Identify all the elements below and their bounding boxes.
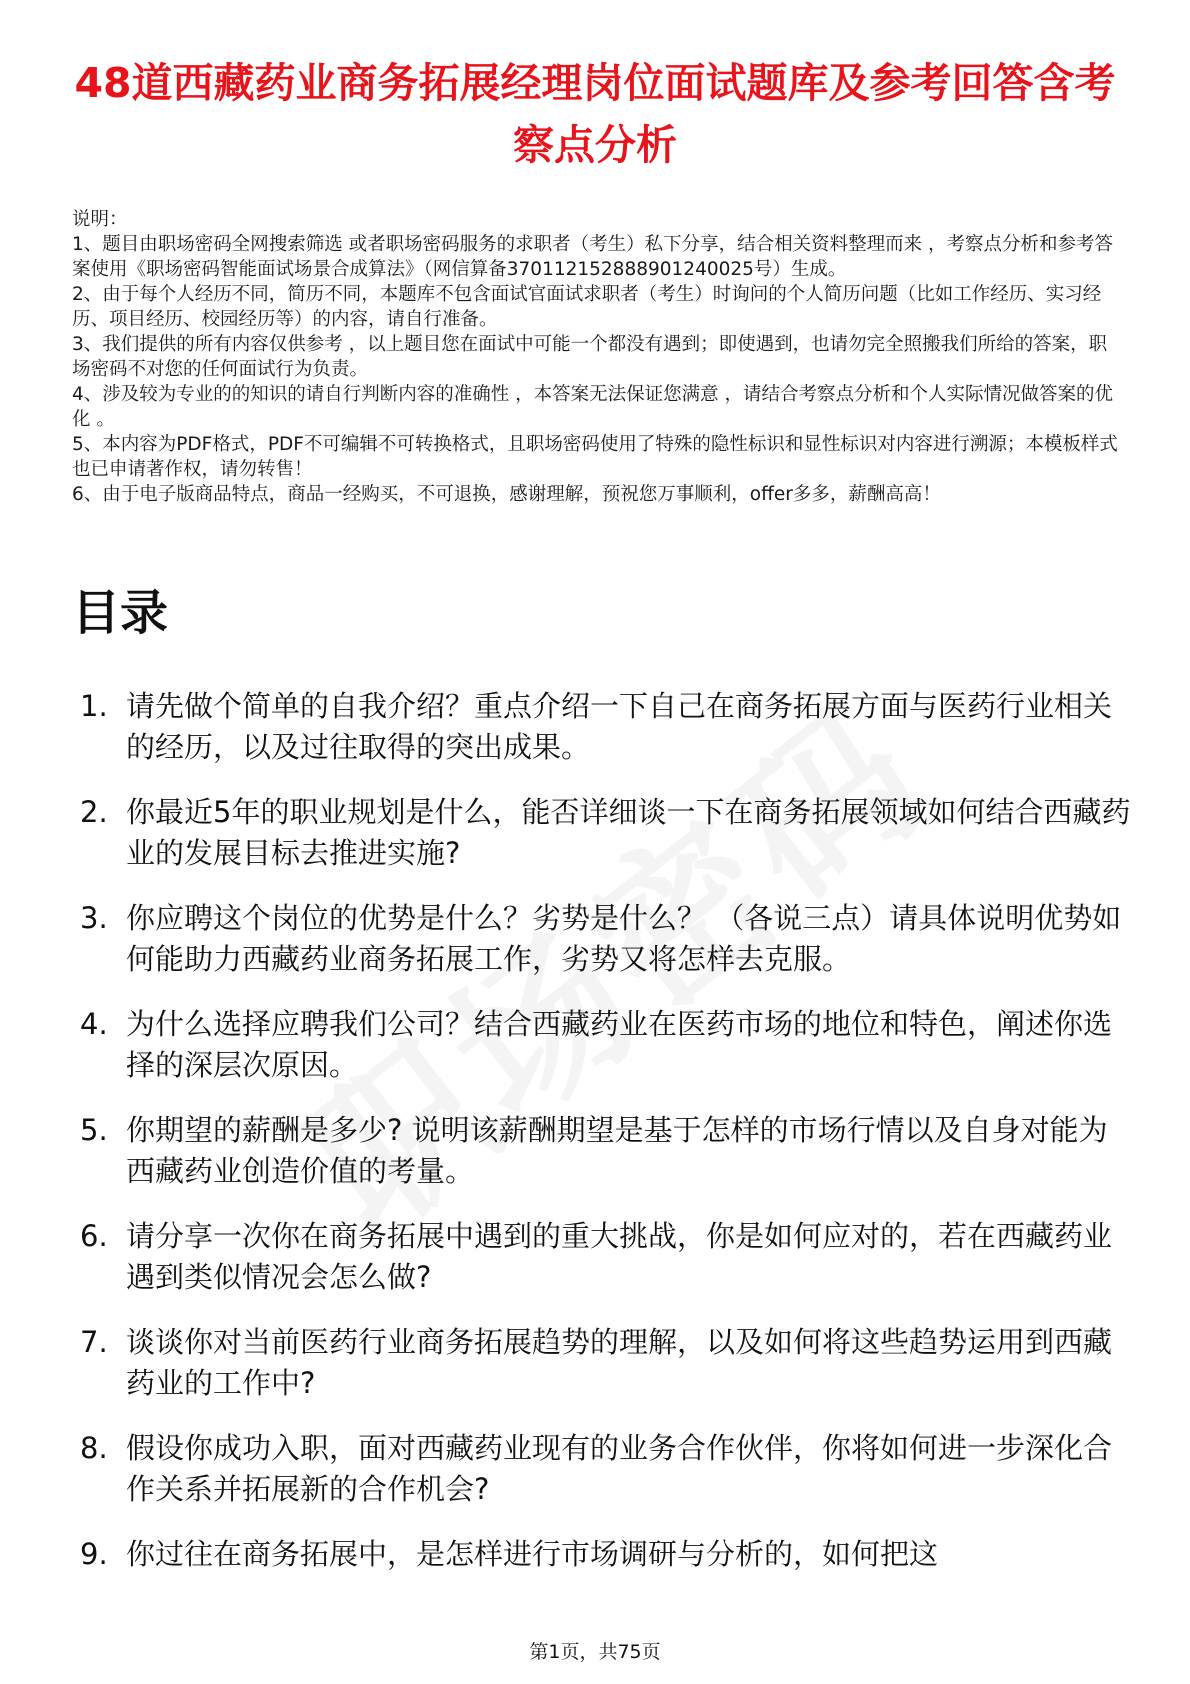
toc-item-number: 1. [80,689,108,723]
toc-heading: 目录 [72,585,169,641]
toc-item[interactable] [72,1534,1132,1575]
toc-item[interactable] [72,898,1132,980]
toc-item[interactable] [72,1216,1132,1298]
toc-item[interactable] [72,792,1132,874]
toc-item-text: 假设你成功入职，面对西藏药业现有的业务合作伙伴，你将如何进一步深化合作关系并拓展新的合作机会? [126,1431,1113,1506]
toc-item[interactable] [72,1110,1132,1192]
notes-line: 3、我们提供的所有内容仅供参考 ，以上题目您在面试中可能一个都没有遇到；即使遇到，也请勿完全照搬我们所给的答案，职场密码不对您的任何面试行为负责。 [72,334,1108,380]
notes-line: 2、由于每个人经历不同，简历不同，本题库不包含面试官面试求职者（考生）时询问的个人简历问题（比如工作经历、实习经历、项目经历、校园经历等）的内容，请自行准备。 [72,284,1102,330]
toc-item-number: 9. [80,1537,108,1571]
notes-heading: 说明： [72,209,128,230]
toc-item-text: 请先做个简单的自我介绍？重点介绍一下自己在商务拓展方面与医药行业相关的经历，以及过往取得的突出成果。 [126,689,1113,764]
toc-item-number: 8. [80,1431,108,1465]
notes-line: 1、题目由职场密码全网搜索筛选 或者职场密码服务的求职者（考生）私下分享，结合相关资料整理而来 ，考察点分析和参考答案使用《职场密码智能面试场景合成算法》（网信算备370112152888901240025号）生成。 [72,234,1114,280]
toc-item-number: 7. [80,1325,108,1359]
toc-item-text: 你最近5年的职业规划是什么，能否详细谈一下在商务拓展领域如何结合西藏药业的发展目标去推进实施? [126,795,1131,870]
toc-item-text: 你过往在商务拓展中，是怎样进行市场调研与分析的，如何把这 [126,1537,939,1571]
toc-item[interactable] [72,1322,1132,1404]
notes-line: 6、由于电子版商品特点，商品一经购买，不可退换，感谢理解，预祝您万事顺利，offer多多，薪酬高高！ [72,484,941,505]
page-footer: 第1页，共75页 [529,1641,661,1663]
toc-item[interactable] [72,1428,1132,1510]
notes-section [72,207,1122,507]
toc-item-number: 2. [80,795,108,829]
notes-line: 5、本内容为PDF格式，PDF不可编辑不可转换格式，且职场密码使用了特殊的隐性标识和显性标识对内容进行溯源；本模板样式也已申请著作权，请勿转售！ [72,434,1118,480]
toc-item[interactable] [72,686,1132,768]
toc-item-number: 5. [80,1113,108,1147]
toc-item-text: 你期望的薪酬是多少? 说明该薪酬期望是基于怎样的市场行情以及自身对能为西藏药业创造价值的考量。 [126,1113,1108,1188]
toc-item-text: 请分享一次你在商务拓展中遇到的重大挑战，你是如何应对的，若在西藏药业遇到类似情况会怎么做? [126,1219,1113,1294]
document-title: 48道西藏药业商务拓展经理岗位面试题库及参考回答含考察点分析 [74,59,1116,169]
toc-item[interactable] [72,1004,1132,1086]
toc-list [72,686,1132,1599]
toc-item-number: 3. [80,901,108,935]
toc-item-text: 你应聘这个岗位的优势是什么？劣势是什么？ （各说三点）请具体说明优势如何能助力西藏药业商务拓展工作，劣势又将怎样去克服。 [126,901,1122,976]
toc-item-number: 4. [80,1007,108,1041]
toc-item-text: 谈谈你对当前医药行业商务拓展趋势的理解，以及如何将这些趋势运用到西藏药业的工作中? [126,1325,1113,1400]
toc-item-text: 为什么选择应聘我们公司？结合西藏药业在医药市场的地位和特色，阐述你选择的深层次原因。 [126,1007,1113,1082]
notes-line: 4、涉及较为专业的的知识的请自行判断内容的准确性 ，本答案无法保证您满意 ，请结合考察点分析和个人实际情况做答案的优化 。 [72,384,1114,430]
toc-item-number: 6. [80,1219,108,1253]
